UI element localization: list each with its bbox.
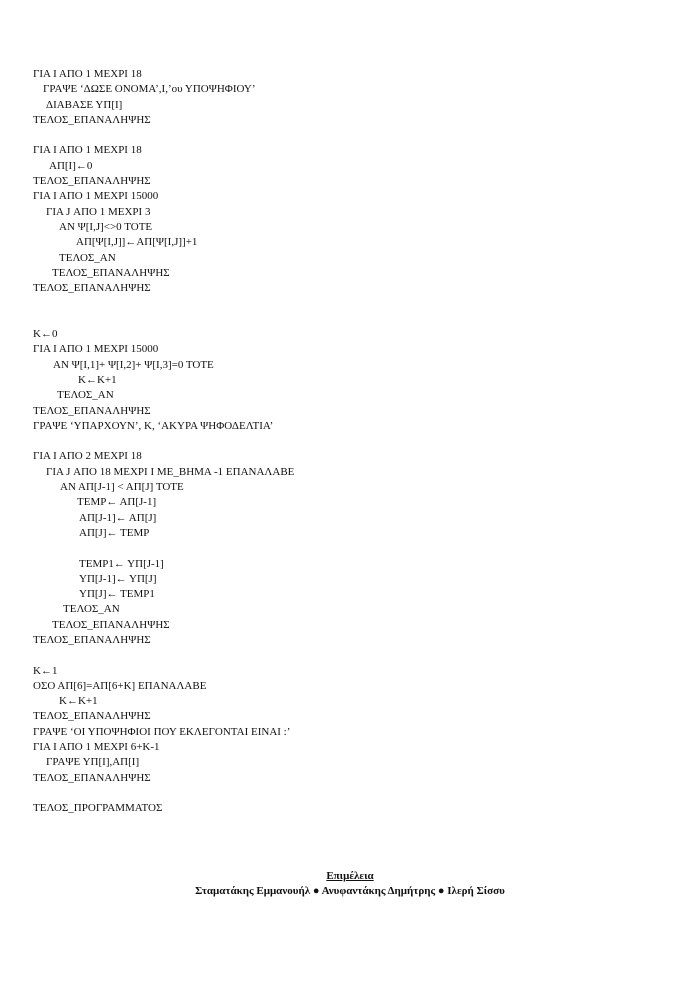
blank-line	[33, 312, 653, 327]
code-line: ΓΙΑ Ι ΑΠΟ 2 ΜΕΧΡΙ 18	[33, 450, 142, 463]
blank-line	[33, 648, 653, 663]
code-line: ΓΡΑΨΕ ‘ΥΠΑΡΧΟΥΝ’, Κ, ‘ΑΚΥΡΑ ΨΗΦΟΔΕΛΤΙΑ’	[33, 419, 274, 432]
code-line: ΑΝ ΑΠ[J-1] < ΑΠ[J] ΤΟΤΕ	[60, 481, 184, 494]
code-line: ΑΠ[Ψ[Ι,J]]←ΑΠ[Ψ[Ι,J]]+1	[76, 236, 198, 249]
code-line: ΤΕΛΟΣ_ΕΠΑΝΑΛΗΨΗΣ	[33, 710, 151, 723]
code-line: ΥΠ[J]← ΤΕΜΡ1	[79, 588, 155, 601]
credits-footer	[180, 869, 520, 899]
blank-line	[33, 541, 653, 556]
blank-line	[33, 128, 653, 143]
code-line: ΓΡΑΨΕ ΥΠ[Ι],ΑΠ[Ι]	[46, 756, 140, 769]
code-line: ΤΕΛΟΣ_ΕΠΑΝΑΛΗΨΗΣ	[52, 618, 170, 631]
credits-title: Επιμέλεια	[326, 870, 374, 882]
code-line: ΓΙΑ J ΑΠΟ 18 ΜΕΧΡΙ Ι ΜΕ_ΒΗΜΑ -1 ΕΠΑΝΑΛΑΒΕ	[46, 465, 295, 478]
code-line: ΓΡΑΨΕ ‘ΟΙ ΥΠΟΨΗΦΙΟΙ ΠΟΥ ΕΚΛΕΓΟΝΤΑΙ ΕΙΝΑΙ :’	[33, 725, 291, 738]
code-line: ΟΣΟ ΑΠ[6]=ΑΠ[6+Κ] ΕΠΑΝΑΛΑΒΕ	[33, 679, 207, 692]
code-line: ΤΕΜΡ1← ΥΠ[J-1]	[79, 557, 164, 570]
code-line: ΤΕΛΟΣ_ΕΠΑΝΑΛΗΨΗΣ	[33, 282, 151, 295]
blank-line	[33, 786, 653, 801]
code-line: ΓΙΑ Ι ΑΠΟ 1 ΜΕΧΡΙ 15000	[33, 343, 159, 356]
code-line: ΑΠ[J]← ΤΕΜΡ	[79, 526, 150, 539]
code-line: ΤΕΛΟΣ_ΕΠΑΝΑΛΗΨΗΣ	[33, 404, 151, 417]
code-line: ΤΕΛΟΣ_ΑΝ	[63, 603, 120, 616]
blank-line	[33, 296, 653, 311]
code-line: ΓΡΑΨΕ ‘ΔΩΣΕ ΟΝΟΜΑ’,Ι,’ου ΥΠΟΨΗΦΙΟΥ’	[43, 83, 256, 96]
code-line: ΤΕΛΟΣ_ΕΠΑΝΑΛΗΨΗΣ	[33, 175, 151, 188]
code-line: ΤΕΛΟΣ_ΕΠΑΝΑΛΗΨΗΣ	[33, 113, 151, 126]
credits-names: Σταματάκης Εμμανουήλ ● Ανυφαντάκης Δημήτρης ● Ιλερή Σίσσυ	[195, 885, 505, 897]
code-line: ΑΠ[Ι]←0	[49, 159, 93, 172]
code-line: ΥΠ[J-1]← ΥΠ[J]	[79, 572, 157, 585]
code-line: ΤΕΛΟΣ_ΑΝ	[57, 389, 114, 402]
code-line: Κ←1	[33, 664, 58, 677]
code-line: ΓΙΑ J ΑΠΟ 1 ΜΕΧΡΙ 3	[46, 205, 151, 218]
code-line: Κ←Κ+1	[59, 695, 98, 708]
code-line: ΤΕΛΟΣ_ΕΠΑΝΑΛΗΨΗΣ	[33, 771, 151, 784]
code-line: Κ←0	[33, 328, 58, 341]
pseudocode-block	[33, 67, 653, 817]
code-line: ΔΙΑΒΑΣΕ ΥΠ[Ι]	[46, 98, 123, 111]
code-line: ΤΕΛΟΣ_ΕΠΑΝΑΛΗΨΗΣ	[33, 633, 151, 646]
code-line: ΑΝ Ψ[Ι,1]+ Ψ[Ι,2]+ Ψ[Ι,3]=0 ΤΟΤΕ	[53, 358, 214, 371]
code-line: ΤΕΛΟΣ_ΠΡΟΓΡΑΜΜΑΤΟΣ	[33, 802, 163, 815]
code-line: Κ←Κ+1	[78, 373, 117, 386]
code-line: ΑΠ[J-1]← ΑΠ[J]	[79, 511, 157, 524]
code-line: ΓΙΑ Ι ΑΠΟ 1 ΜΕΧΡΙ 18	[33, 68, 142, 80]
code-line: ΤΕΛΟΣ_ΑΝ	[59, 251, 116, 264]
code-line: ΑΝ Ψ[Ι,J]<>0 ΤΟΤΕ	[59, 220, 153, 233]
code-line: ΓΙΑ Ι ΑΠΟ 1 ΜΕΧΡΙ 6+Κ-1	[33, 741, 160, 754]
code-line: ΓΙΑ Ι ΑΠΟ 1 ΜΕΧΡΙ 18	[33, 144, 142, 157]
code-line: ΓΙΑ Ι ΑΠΟ 1 ΜΕΧΡΙ 15000	[33, 190, 159, 203]
code-line: ΤΕΜΡ← ΑΠ[J-1]	[77, 496, 157, 509]
code-line: ΤΕΛΟΣ_ΕΠΑΝΑΛΗΨΗΣ	[52, 266, 170, 279]
blank-line	[33, 434, 653, 449]
